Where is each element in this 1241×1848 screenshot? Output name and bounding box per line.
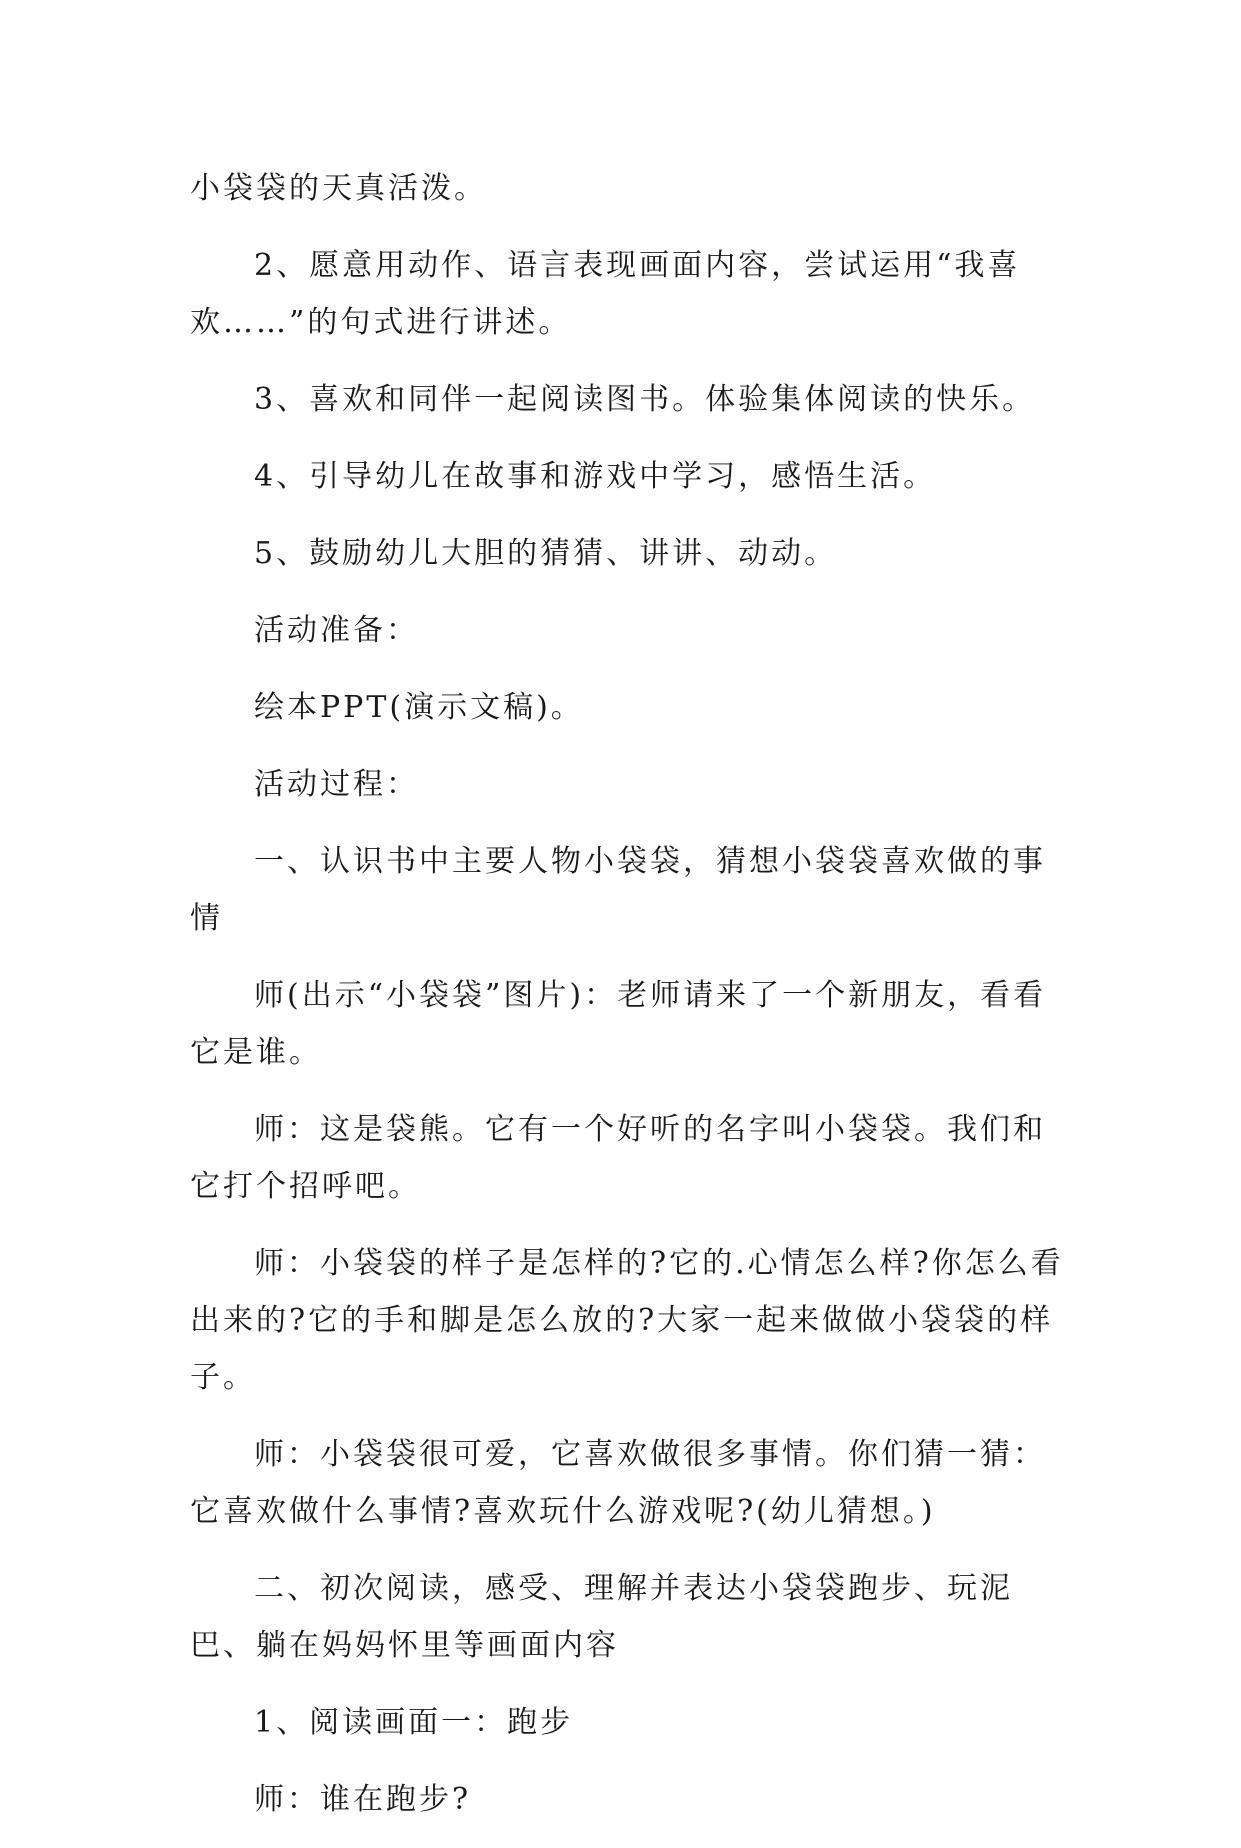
section-heading: 活动过程： — [254, 767, 419, 802]
paragraph: 师：这是袋熊。它有一个好听的名字叫小袋袋。我们和它打个招呼吧。 — [190, 1112, 1046, 1204]
paragraph: 绘本PPT(演示文稿)。 — [254, 690, 584, 725]
document-body — [190, 160, 1070, 1848]
paragraph: 师：小袋袋的样子是怎样的?它的.心情怎么样?你怎么看出来的?它的手和脚是怎么放的?大家一起来做做小袋袋的样子。 — [190, 1246, 1064, 1395]
paragraph: 5、鼓励幼儿大胆的猜猜、讲讲、动动。 — [254, 536, 838, 571]
paragraph: 师：小袋袋很可爱，它喜欢做很多事情。你们猜一猜：它喜欢做什么事情?喜欢玩什么游戏呢?(幼儿猜想。) — [190, 1437, 1046, 1529]
paragraph: 4、引导幼儿在故事和游戏中学习，感悟生活。 — [254, 459, 937, 494]
paragraph: 2、愿意用动作、语言表现画面内容，尝试运用“我喜欢……”的句式进行讲述。 — [190, 248, 1021, 340]
paragraph: 3、喜欢和同伴一起阅读图书。体验集体阅读的快乐。 — [254, 382, 1036, 417]
section-heading: 一、认识书中主要人物小袋袋，猜想小袋袋喜欢做的事情 — [190, 844, 1046, 936]
paragraph: 师：谁在跑步? — [254, 1782, 472, 1817]
section-heading: 活动准备： — [254, 613, 419, 648]
paragraph: 小袋袋的天真活泼。 — [190, 171, 487, 206]
section-heading: 二、初次阅读，感受、理解并表达小袋袋跑步、玩泥巴、躺在妈妈怀里等画面内容 — [190, 1571, 1013, 1663]
paragraph: 1、阅读画面一：跑步 — [254, 1705, 574, 1740]
paragraph: 师(出示“小袋袋”图片)：老师请来了一个新朋友，看看它是谁。 — [190, 978, 1047, 1070]
